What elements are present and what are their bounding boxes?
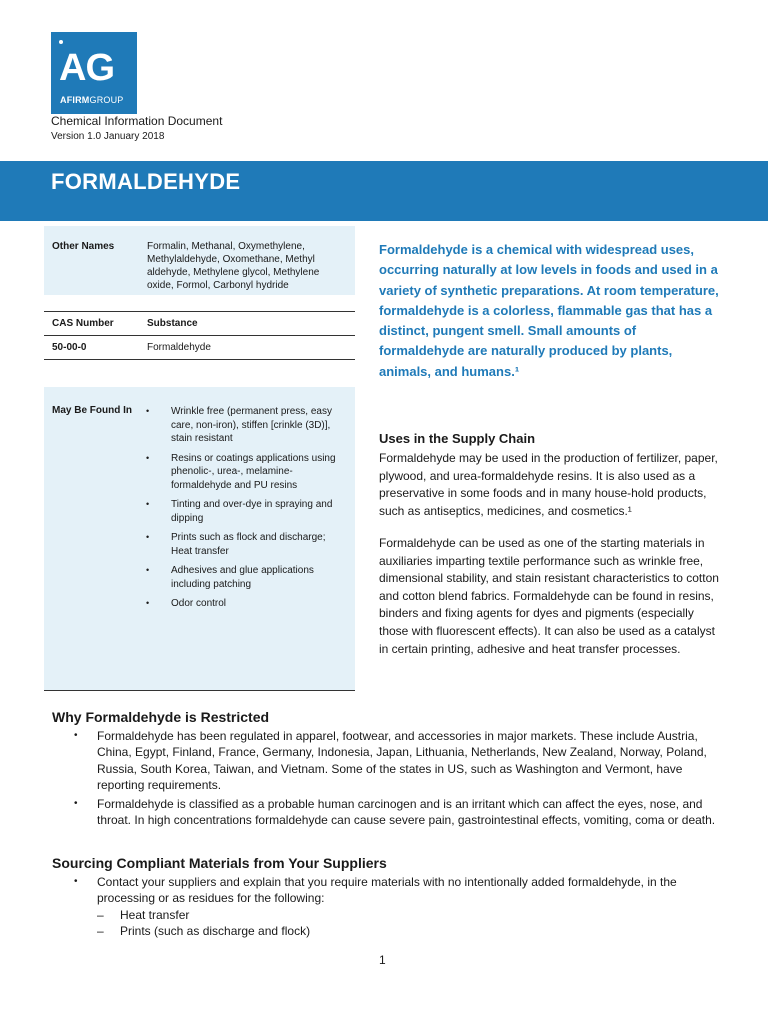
document-title: Chemical Information Document (51, 114, 223, 128)
list-item: • Odor control (146, 597, 342, 611)
title-banner (0, 161, 768, 221)
document-version: Version 1.0 January 2018 (51, 131, 165, 142)
list-item: • Resins or coatings applications using phenolic-, urea-, melamine-formaldehyde and PU resins (146, 452, 342, 493)
page-number: 1 (379, 953, 386, 967)
cas-number-header: CAS Number (52, 318, 114, 329)
found-in-list (146, 405, 342, 617)
table-divider (44, 311, 355, 312)
other-names-label: Other Names (52, 241, 115, 252)
page-title: FORMALDEHYDE (51, 169, 241, 194)
logo-brand (60, 95, 124, 106)
logo-brand-strong: AFIRM (60, 95, 90, 105)
uses-paragraph-2: Formaldehyde can be used as one of the starting materials in auxiliaries imparting textile performance such as wrinkle free, dimensional stability, and stain resistant characteristics to cotton and cotton blend fabrics. Formaldehyde can be found in resins, binders and fixing agents for dyes and pigments (especially those with fluorescent effects). It can also be used as a catalyst in certain printing, adhesive and heat transfer processes. (379, 536, 719, 656)
why-restricted-list (52, 728, 732, 832)
why-restricted-heading: Why Formaldehyde is Restricted (52, 709, 270, 725)
logo-brand-light: GROUP (89, 95, 124, 105)
list-item: • Formaldehyde has been regulated in apparel, footwear, and accessories in major markets. These include Austria, China, Egypt, Finland, France, Germany, Indonesia, Japan, Lithuania, Netherlands, New Zealand, Norway, Poland, Russia, South Korea, Taiwan, and Vietnam. Some of the states in US, such as Washington and Vermont, have reporting requirements. (52, 728, 732, 793)
substance-value: Formaldehyde (147, 342, 211, 353)
other-names-panel (44, 226, 355, 295)
list-item: • Adhesives and glue applications including patching (146, 564, 342, 591)
logo-dot (59, 40, 63, 44)
table-divider (44, 690, 355, 691)
sourcing-item-text: Contact your suppliers and explain that you require materials with no intentionally added formaldehyde, in the processing or as residues for the following: (97, 875, 677, 906)
cas-number-value: 50-00-0 (52, 342, 87, 353)
intro-summary: Formaldehyde is a chemical with widespread uses, occurring naturally at low levels in foods and used in a variety of synthetic preparations. At room temperature, formaldehyde is a colorless, flammable gas that has a distinct, pungent smell. Small amounts of formaldehyde are naturally produced by plants, animals, and humans.¹ (379, 242, 719, 379)
sourcing-sub-list (97, 907, 732, 940)
logo-mark: AG (59, 47, 114, 89)
list-item: • Formaldehyde is classified as a probable human carcinogen and is an irritant which can affect the eyes, nose, and throat. In high concentrations formaldehyde can cause severe pain, gastrointestinal effects, vomiting, coma or death. (52, 796, 732, 829)
substance-header: Substance (147, 318, 198, 329)
found-in-label: May Be Found In (52, 405, 132, 416)
sub-list-item: – Prints (such as discharge and flock) (97, 923, 732, 939)
table-divider (44, 335, 355, 336)
afirm-group-logo (51, 32, 137, 114)
list-item: • Tinting and over-dye in spraying and dipping (146, 498, 342, 525)
table-divider (44, 359, 355, 360)
uses-paragraph-1: Formaldehyde may be used in the production of fertilizer, paper, plywood, and urea-formaldehyde resins. It is also used as a preservative in some foods and in many house-hold products, such as antiseptics, medicines, and cosmetics.¹ (379, 451, 718, 518)
list-item (52, 874, 732, 939)
list-item: • Wrinkle free (permanent press, easy care, non-iron), stiffen [crinkle (3D)], stain resistant (146, 405, 342, 446)
sourcing-heading: Sourcing Compliant Materials from Your Suppliers (52, 855, 387, 871)
sourcing-list (52, 874, 732, 942)
uses-heading: Uses in the Supply Chain (379, 431, 536, 446)
list-item: • Prints such as flock and discharge; Heat transfer (146, 531, 342, 558)
sub-list-item: – Heat transfer (97, 907, 732, 923)
other-names-value: Formalin, Methanal, Oxymethylene, Methylaldehyde, Oxomethane, Methyl aldehyde, Methylene glycol, Methylene oxide, Formol, Carbonyl hydride (147, 241, 320, 291)
